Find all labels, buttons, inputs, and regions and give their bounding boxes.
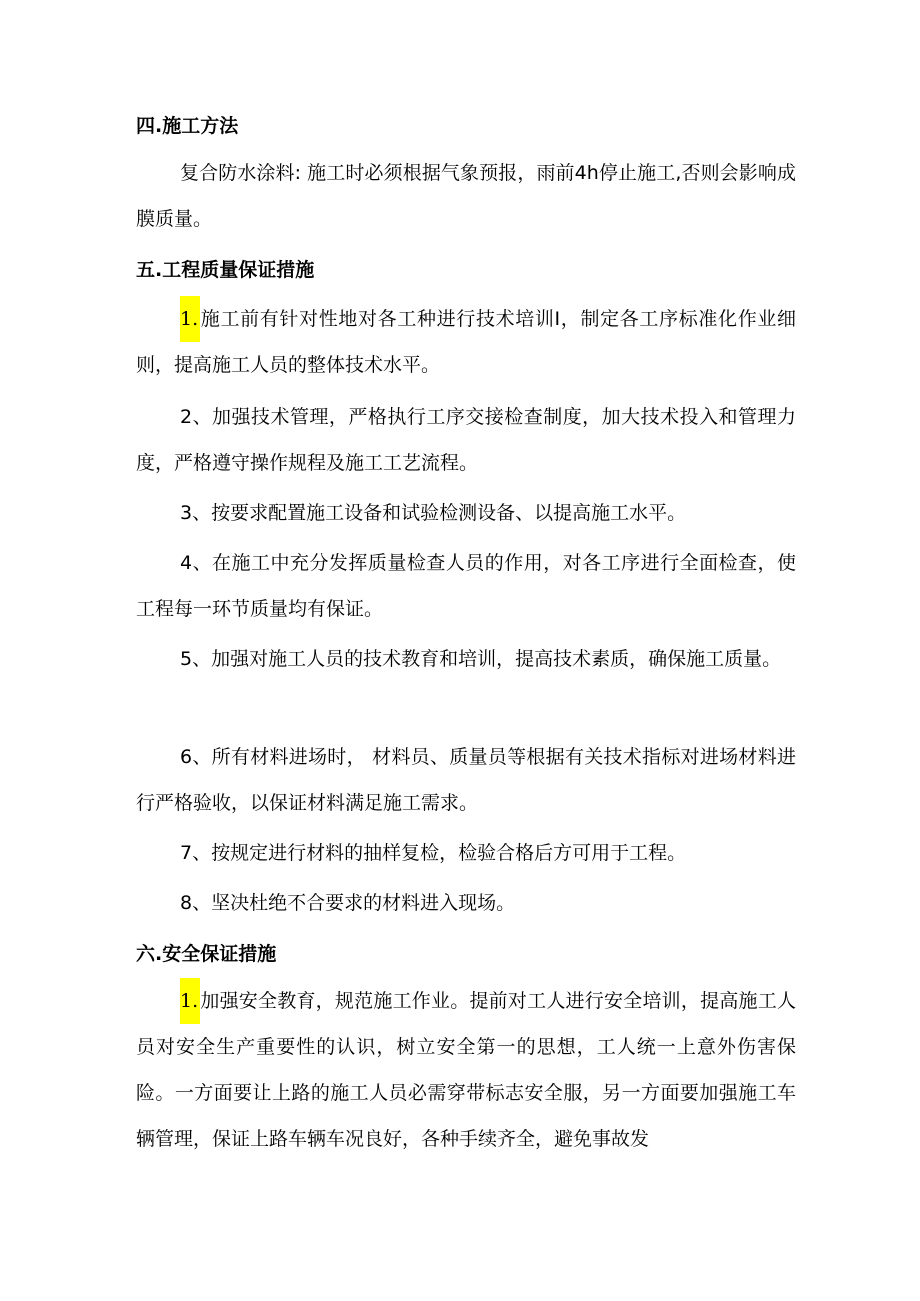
section4-paragraph: 复合防水涂料: 施工时必须根据气象预报，雨前4h停止施工,否则会影响成膜质量。: [136, 162, 796, 230]
section5-item-1-text: 施工前有针对性地对各工种进行技术培训I，制定各工序标准化作业细则，提高施工人员的整体技术水平。: [136, 308, 796, 376]
section5-item-6: 6、所有材料进场时， 材料员、质量员等根据有关技术指标对进场材料进行严格验收，以保证材料满足施工需求。: [136, 746, 796, 814]
section5-item-2: 2、加强技术管理，严格执行工序交接检查制度，加大技术投入和管理力度，严格遵守操作规程及施工工艺流程。: [136, 406, 796, 474]
section5-item-1-number: 1.: [180, 296, 200, 342]
section5-item-5: 5、加强对施工人员的技术教育和培训，提高技术素质，确保施工质量。: [180, 648, 782, 670]
section5-heading: 五.工程质量保证措施: [136, 259, 315, 281]
section6-item-1: [136, 978, 796, 1162]
section5-item-8: 8、坚决杜绝不合要求的材料进入现场。: [180, 892, 516, 914]
section5-item-1: [136, 296, 796, 388]
section6-item-1-text: 加强安全教育，规范施工作业。提前对工人进行安全培训，提高施工人员对安全生产重要性的认识，树立安全第一的思想，工人统一上意外伤害保险。一方面要让上路的施工人员必需穿带标志安全服，另一方面要加强施工车辆管理，保证上路车辆车况良好，各种手续齐全，避免事故发: [136, 990, 796, 1150]
section5-item-4: 4、在施工中充分发挥质量检查人员的作用，对各工序进行全面检查，使工程每一环节质量均有保证。: [136, 552, 796, 620]
section4-heading: 四.施工方法: [136, 115, 239, 137]
section5-item-7: 7、按规定进行材料的抽样复检，检验合格后方可用于工程。: [180, 842, 687, 864]
section5-item-3: 3、按要求配置施工设备和试验检测设备、以提高施工水平。: [180, 502, 687, 524]
section6-heading: 六.安全保证措施: [136, 943, 277, 965]
section6-item-1-number: 1.: [180, 978, 200, 1024]
